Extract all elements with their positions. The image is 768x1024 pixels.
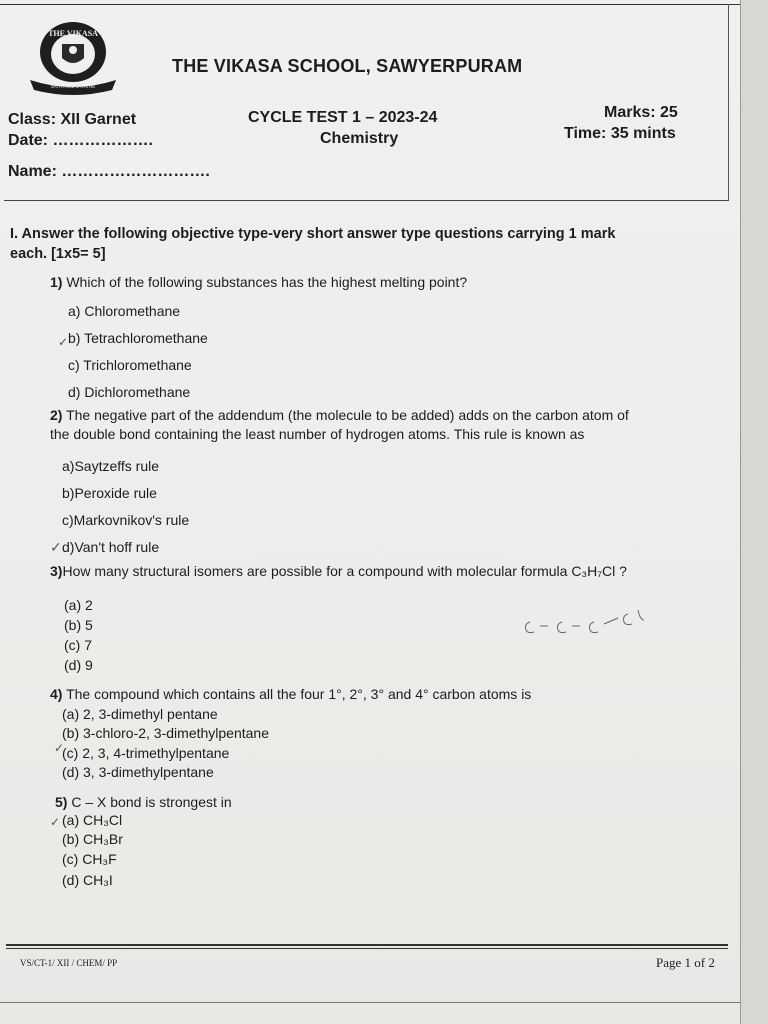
question-2-text-line1: The negative part of the addendum (the molecule to be added) adds on the carbon atom of	[66, 407, 629, 423]
q3-option-a: (a) 2	[64, 597, 93, 613]
date-label: Date: ……………….	[8, 132, 153, 149]
q2-option-d: d)Van't hoff rule	[62, 539, 160, 555]
class-label: Class: XII Garnet	[8, 111, 137, 128]
question-5	[55, 793, 232, 812]
question-3-number: 3)	[50, 563, 63, 579]
q1-option-d: d) Dichloromethane	[68, 384, 191, 400]
bottom-border	[0, 1002, 740, 1003]
check-mark-icon: ✓	[50, 540, 62, 556]
q5-option-b: (b) CH₃Br	[62, 831, 123, 847]
question-1-number: 1)	[50, 274, 63, 290]
footer-rule	[6, 944, 728, 946]
q1-option-a: a) Chloromethane	[68, 303, 181, 319]
q2-option-a: a)Saytzeffs rule	[62, 458, 160, 474]
school-name: THE VIKASA SCHOOL, SAWYERPURAM	[172, 56, 523, 76]
q3-option-b: (b) 5	[64, 617, 93, 633]
q4-option-c: (c) 2, 3, 4-trimethylpentane	[62, 745, 230, 761]
check-mark-icon: ✓	[54, 741, 65, 755]
question-5-number: 5)	[55, 794, 68, 810]
logo-text-top: THE VIKASA	[48, 29, 98, 38]
q4-option-d: (d) 3, 3-dimethylpentane	[62, 764, 214, 780]
question-3	[50, 562, 627, 581]
question-2-text-line2: the double bond containing the least number of hydrogen atoms. This rule is known as	[50, 426, 585, 442]
question-4	[50, 685, 531, 704]
question-1-text: Which of the following substances has the highest melting point?	[66, 274, 468, 290]
question-2	[50, 406, 629, 444]
handwritten-scribble	[520, 608, 690, 638]
q2-option-c: c)Markovnikov's rule	[62, 512, 190, 528]
question-5-text: C – X bond is strongest in	[71, 794, 232, 810]
section-heading-line1: I. Answer the following objective type-very short answer type questions carrying 1 mark	[10, 226, 616, 242]
check-mark-icon: ✓	[50, 815, 61, 829]
q1-option-b: b) Tetrachloromethane	[68, 330, 208, 346]
marks: Marks: 25	[604, 104, 678, 121]
q1-option-c: c) Trichloromethane	[68, 357, 192, 373]
test-title: CYCLE TEST 1 – 2023-24	[248, 109, 438, 126]
logo-text-bottom: SATHYAME JAYATHE	[50, 84, 96, 89]
question-4-text: The compound which contains all the four 1°, 2°, 3° and 4° carbon atoms is	[66, 686, 532, 702]
question-4-number: 4)	[50, 686, 63, 702]
time: Time: 35 mints	[564, 125, 676, 142]
section-heading-line2: each. [1x5= 5]	[10, 246, 106, 262]
page-number: Page 1 of 2	[656, 955, 715, 970]
q2-option-b: b)Peroxide rule	[62, 485, 157, 501]
subject: Chemistry	[320, 130, 399, 147]
question-1	[50, 273, 467, 292]
q5-option-d: (d) CH₃I	[62, 872, 113, 888]
question-2-number: 2)	[50, 407, 63, 423]
q4-option-a: (a) 2, 3-dimethyl pentane	[62, 706, 218, 722]
footer-rule-thin	[6, 948, 728, 949]
q3-option-d: (d) 9	[64, 657, 93, 673]
q3-option-c: (c) 7	[64, 637, 92, 653]
section-heading	[10, 224, 710, 264]
q5-option-a: (a) CH₃Cl	[62, 812, 123, 828]
q5-option-c: (c) CH₃F	[62, 851, 117, 867]
name-label: Name: ……………………….	[8, 163, 210, 180]
school-crest-icon	[26, 16, 120, 100]
q4-option-b: (b) 3-chloro-2, 3-dimethylpentane	[62, 725, 269, 741]
question-3-text: How many structural isomers are possible for a compound with molecular formula C₃H₇Cl ?	[62, 563, 627, 579]
paper-code: VS/CT-1/ XII / CHEM/ PP	[20, 958, 118, 968]
check-mark-icon: ✓	[58, 335, 69, 349]
